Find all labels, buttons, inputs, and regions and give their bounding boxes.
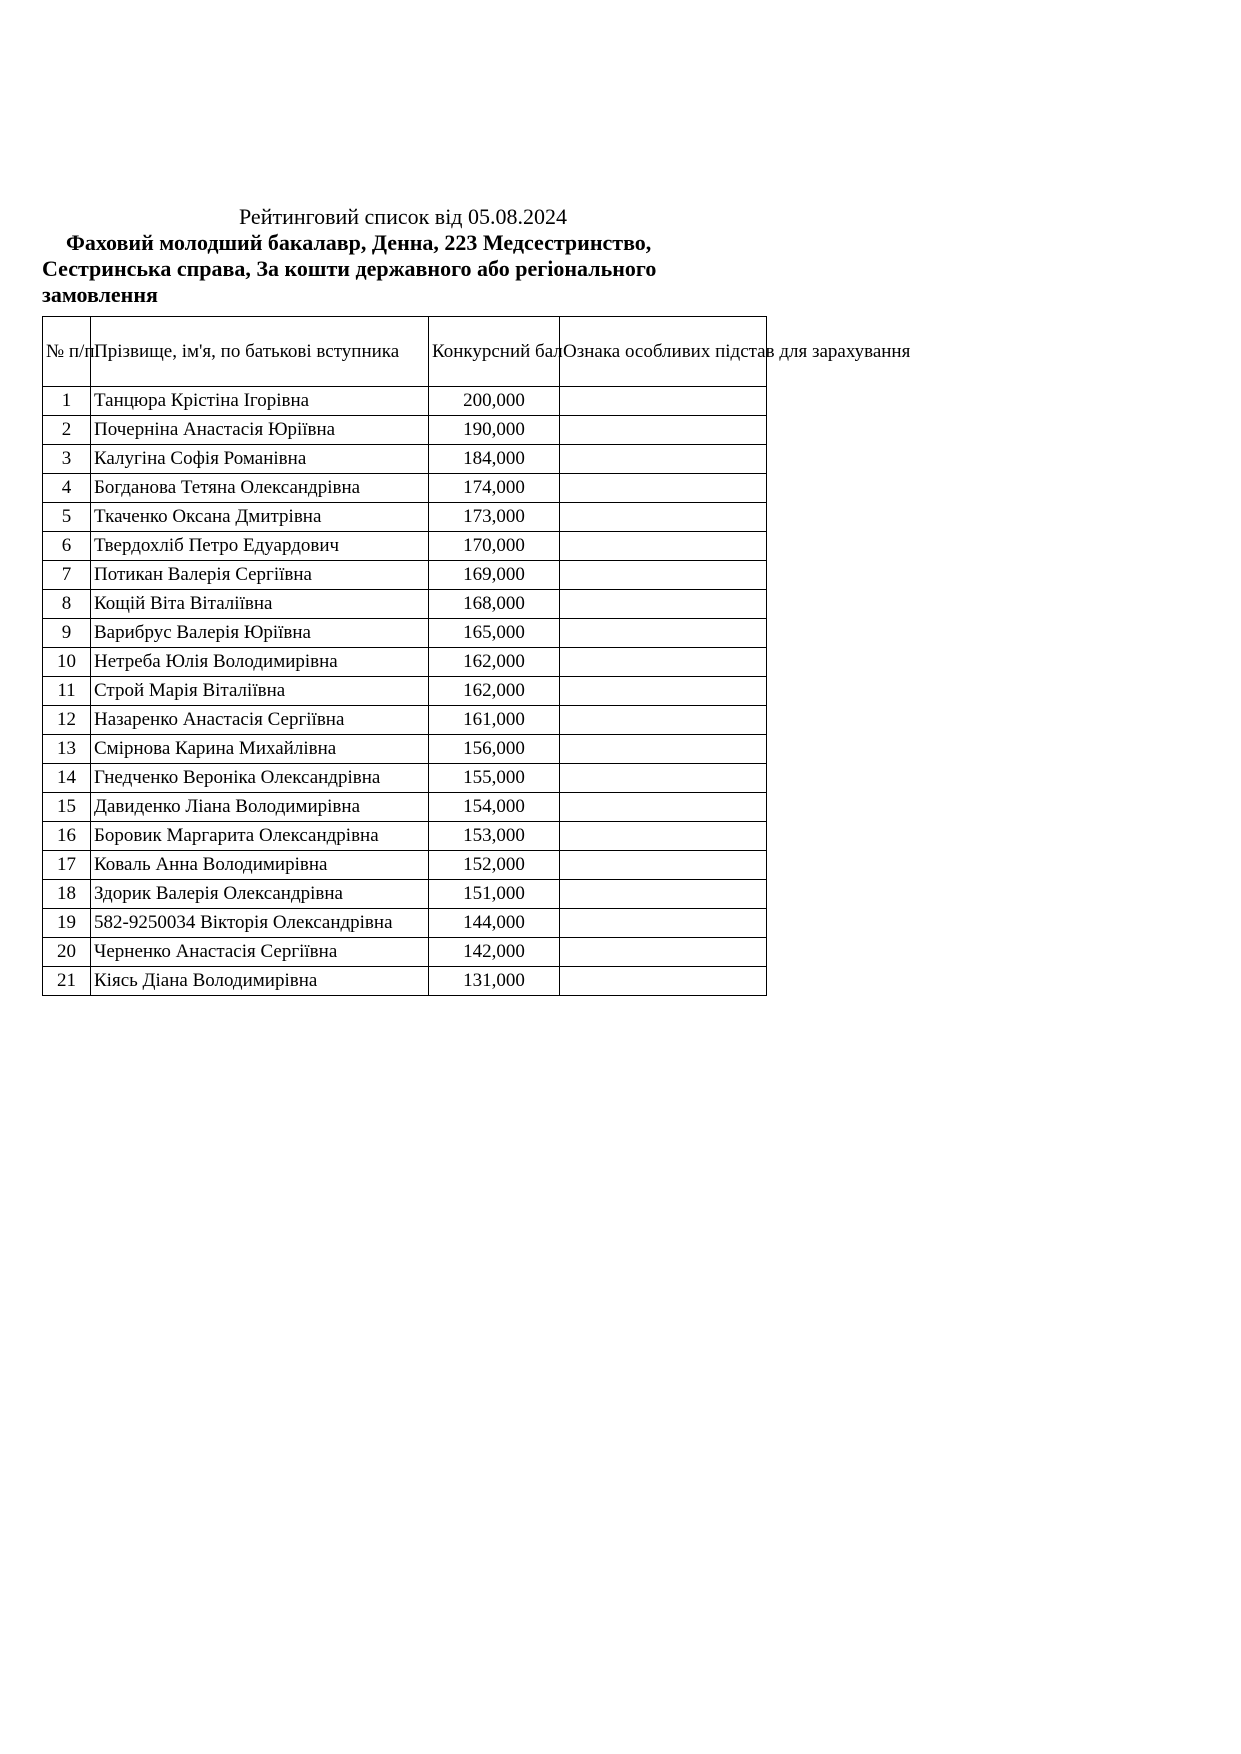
applicant-name: Кощій Віта Віталіївна [91, 590, 429, 619]
applicant-name: Здорик Валерія Олександрівна [91, 880, 429, 909]
competitive-score: 144,000 [429, 909, 560, 938]
page-title: Рейтинговий список від 05.08.2024 [238, 204, 567, 229]
applicant-name: Назаренко Анастасія Сергіївна [91, 706, 429, 735]
document-header [42, 203, 764, 308]
row-number: 19 [43, 909, 91, 938]
applicant-name: 582-9250034 Вікторія Олександрівна [91, 909, 429, 938]
row-number: 8 [43, 590, 91, 619]
special-grounds-cell [560, 590, 767, 619]
row-number: 6 [43, 532, 91, 561]
special-grounds-cell [560, 822, 767, 851]
special-grounds-cell [560, 503, 767, 532]
table-row [43, 909, 767, 938]
table-row [43, 416, 767, 445]
competitive-score: 200,000 [429, 387, 560, 416]
table-row [43, 619, 767, 648]
row-number: 4 [43, 474, 91, 503]
special-grounds-cell [560, 445, 767, 474]
row-number: 1 [43, 387, 91, 416]
special-grounds-cell [560, 880, 767, 909]
competitive-score: 173,000 [429, 503, 560, 532]
applicant-name: Смірнова Карина Михайлівна [91, 735, 429, 764]
competitive-score: 155,000 [429, 764, 560, 793]
row-number: 18 [43, 880, 91, 909]
special-grounds-cell [560, 416, 767, 445]
special-grounds-cell [560, 764, 767, 793]
row-number: 14 [43, 764, 91, 793]
applicant-name: Ткаченко Оксана Дмитрівна [91, 503, 429, 532]
special-grounds-cell [560, 938, 767, 967]
applicant-name: Черненко Анастасія Сергіївна [91, 938, 429, 967]
table-row [43, 503, 767, 532]
table-row [43, 474, 767, 503]
competitive-score: 168,000 [429, 590, 560, 619]
applicant-name: Давиденко Ліана Володимирівна [91, 793, 429, 822]
competitive-score: 169,000 [429, 561, 560, 590]
row-number: 11 [43, 677, 91, 706]
special-grounds-cell [560, 909, 767, 938]
table-row [43, 387, 767, 416]
competitive-score: 131,000 [429, 967, 560, 996]
competitive-score: 161,000 [429, 706, 560, 735]
special-grounds-cell [560, 561, 767, 590]
special-grounds-cell [560, 851, 767, 880]
table-row [43, 648, 767, 677]
table-row [43, 967, 767, 996]
header-special-grounds: Ознака особливих підстав для зарахування [560, 317, 767, 387]
program-subtitle: Фаховий молодший бакалавр, Денна, 223 Медсестринство, Сестринська справа, За кошти державного або регіонального замовлення [42, 230, 657, 307]
row-number: 21 [43, 967, 91, 996]
competitive-score: 170,000 [429, 532, 560, 561]
table-row [43, 706, 767, 735]
special-grounds-cell [560, 474, 767, 503]
special-grounds-cell [560, 967, 767, 996]
competitive-score: 165,000 [429, 619, 560, 648]
row-number: 10 [43, 648, 91, 677]
rating-table [42, 316, 911, 996]
competitive-score: 162,000 [429, 648, 560, 677]
table-row [43, 561, 767, 590]
row-number: 20 [43, 938, 91, 967]
row-number: 17 [43, 851, 91, 880]
applicant-name: Нетреба Юлія Володимирівна [91, 648, 429, 677]
row-number: 5 [43, 503, 91, 532]
row-number: 12 [43, 706, 91, 735]
competitive-score: 156,000 [429, 735, 560, 764]
row-number: 13 [43, 735, 91, 764]
table-row [43, 764, 767, 793]
table-row [43, 532, 767, 561]
competitive-score: 142,000 [429, 938, 560, 967]
special-grounds-cell [560, 387, 767, 416]
rating-table-body [43, 387, 767, 996]
special-grounds-cell [560, 735, 767, 764]
applicant-name: Почерніна Анастасія Юріївна [91, 416, 429, 445]
competitive-score: 154,000 [429, 793, 560, 822]
applicant-name: Строй Марія Віталіївна [91, 677, 429, 706]
header-number: № п/п [43, 317, 91, 387]
special-grounds-cell [560, 793, 767, 822]
special-grounds-cell [560, 648, 767, 677]
row-number: 16 [43, 822, 91, 851]
applicant-name: Калугіна Софія Романівна [91, 445, 429, 474]
special-grounds-cell [560, 706, 767, 735]
applicant-name: Коваль Анна Володимирівна [91, 851, 429, 880]
header-name: Прізвище, ім'я, по батькові вступника [91, 317, 429, 387]
table-row [43, 677, 767, 706]
applicant-name: Потикан Валерія Сергіївна [91, 561, 429, 590]
table-row [43, 938, 767, 967]
applicant-name: Кіясь Діана Володимирівна [91, 967, 429, 996]
row-number: 7 [43, 561, 91, 590]
special-grounds-cell [560, 677, 767, 706]
special-grounds-cell [560, 619, 767, 648]
row-number: 9 [43, 619, 91, 648]
table-row [43, 445, 767, 474]
competitive-score: 184,000 [429, 445, 560, 474]
competitive-score: 174,000 [429, 474, 560, 503]
applicant-name: Богданова Тетяна Олександрівна [91, 474, 429, 503]
special-grounds-cell [560, 532, 767, 561]
row-number: 2 [43, 416, 91, 445]
applicant-name: Танцюра Крістіна Ігорівна [91, 387, 429, 416]
competitive-score: 152,000 [429, 851, 560, 880]
table-row [43, 793, 767, 822]
table-row [43, 880, 767, 909]
row-number: 3 [43, 445, 91, 474]
competitive-score: 162,000 [429, 677, 560, 706]
table-row [43, 851, 767, 880]
applicant-name: Боровик Маргарита Олександрівна [91, 822, 429, 851]
header-score: Конкурсний бал [429, 317, 560, 387]
table-header-row [43, 317, 767, 387]
applicant-name: Твердохліб Петро Едуардович [91, 532, 429, 561]
applicant-name: Гнедченко Вероніка Олександрівна [91, 764, 429, 793]
table-row [43, 735, 767, 764]
table-row [43, 590, 767, 619]
competitive-score: 153,000 [429, 822, 560, 851]
competitive-score: 151,000 [429, 880, 560, 909]
row-number: 15 [43, 793, 91, 822]
competitive-score: 190,000 [429, 416, 560, 445]
applicant-name: Варибрус Валерія Юріївна [91, 619, 429, 648]
table-row [43, 822, 767, 851]
